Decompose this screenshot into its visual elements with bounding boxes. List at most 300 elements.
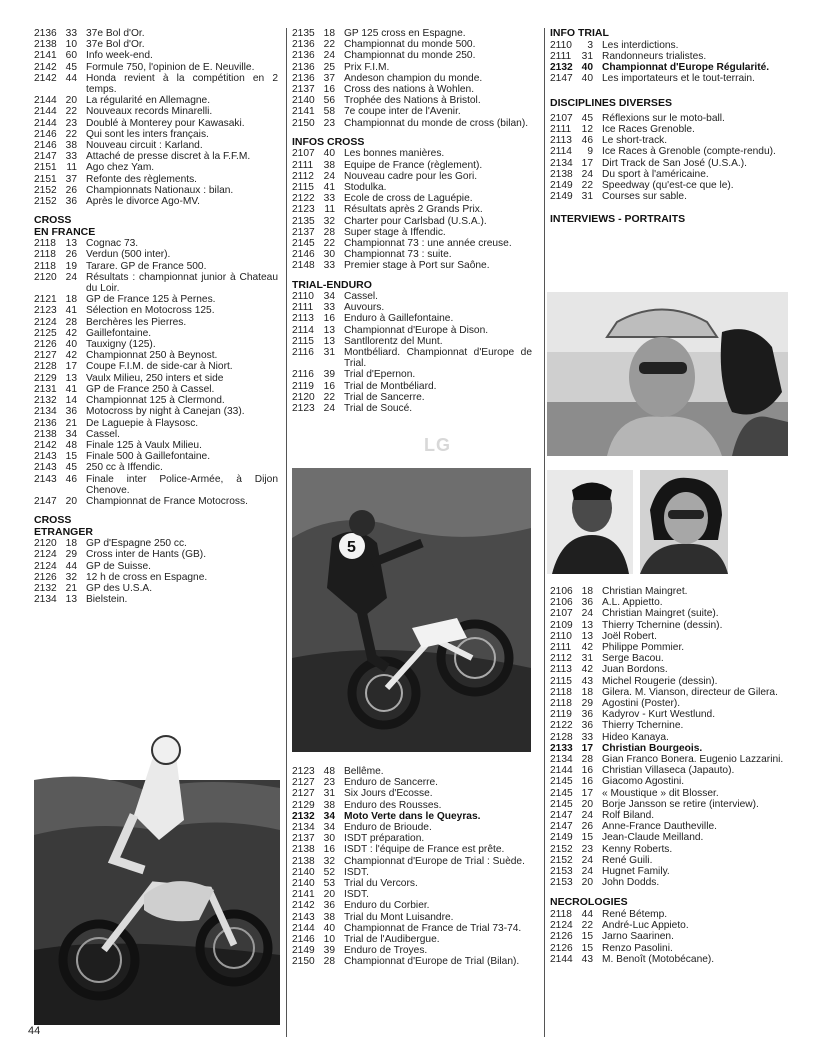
list-item (550, 62, 790, 73)
issue-number: 2136 (34, 417, 57, 429)
list-item (292, 811, 532, 822)
page-ref: 21 (65, 582, 77, 594)
issue-number: 2123 (292, 204, 315, 216)
entry-title: Championnat d'Europe de Trial (Bilan). (344, 956, 520, 968)
page-ref: 48 (65, 439, 77, 451)
page-ref: 16 (581, 776, 593, 788)
issue-number: 2153 (550, 866, 573, 878)
issue-number: 2141 (292, 106, 315, 118)
issue-number: 2143 (34, 462, 57, 474)
list-item (292, 50, 532, 61)
issue-number: 2112 (550, 653, 572, 665)
entry-title: Bielstein. (86, 594, 128, 606)
list-item (34, 62, 278, 73)
section-title-disciplines: DISCIPLINES DIVERSES (550, 97, 672, 110)
entry-title: Formule 750, l'opinion de E. Neuville. (86, 61, 255, 73)
page-ref: 40 (581, 73, 593, 85)
entry-title: Les interdictions. (602, 39, 679, 51)
list-item (292, 912, 532, 923)
entry-title: Enduro à Gaillefontaine. (344, 313, 454, 325)
entry-title: Championnat de France de Trial 73-74. (344, 922, 522, 934)
issue-number: 2152 (34, 184, 57, 196)
entry-title: Enduro des Rousses. (344, 799, 442, 811)
list-item (34, 474, 278, 496)
list-item (34, 373, 278, 384)
entry-title: Kenny Roberts. (602, 843, 673, 855)
list-item (292, 822, 532, 833)
entry-title: Refonte des règlements. (86, 173, 197, 185)
issue-number: 2149 (550, 180, 573, 192)
list-item (292, 833, 532, 844)
list-item (550, 169, 790, 180)
entry-title: Christian Bourgeois. (602, 742, 703, 754)
issue-number: 2144 (550, 765, 573, 777)
page-ref: 25 (323, 61, 335, 73)
list-item (550, 597, 790, 608)
entry-title: De Laguepie à Flaysosc. (86, 417, 199, 429)
page-ref: 22 (323, 391, 335, 403)
entry-title: Finale 500 à Gaillefontaine. (86, 451, 211, 463)
page-ref: 17 (581, 787, 593, 799)
list-item (34, 406, 278, 417)
entry-title: Gian Franco Bonera. Eugenio Lazzarini. (602, 754, 784, 766)
entry-title: Kadyrov - Kurt Westlund. (602, 709, 716, 721)
issue-number: 2145 (292, 237, 315, 249)
issue-number: 2109 (550, 619, 573, 631)
entry-title: Du sport à l'américaine. (602, 168, 709, 180)
list-item (550, 146, 790, 157)
page-ref: 45 (581, 112, 593, 124)
column-rule-2 (544, 28, 545, 1037)
list-item (34, 118, 278, 129)
entry-title: Les importateurs et le tout-terrain. (602, 73, 755, 85)
page-ref: 32 (323, 855, 335, 867)
page-ref: 42 (581, 664, 593, 676)
issue-number: 2120 (34, 538, 57, 550)
issue-number: 2149 (550, 191, 573, 203)
list-item (292, 62, 532, 73)
entry-title: A.L. Appietto. (602, 597, 663, 609)
page-ref: 32 (65, 571, 77, 583)
entry-title: Championnat 73 : suite. (344, 249, 452, 261)
watermark-logo: LG (424, 435, 451, 455)
list-item (550, 180, 790, 191)
entry-title: 37e Bol d'Or. (86, 39, 145, 51)
list-item (34, 572, 278, 583)
list-item (292, 325, 532, 336)
list-item (34, 196, 278, 207)
issue-number: 2114 (550, 146, 572, 158)
entry-title: René Bétemp. (602, 908, 668, 920)
page-ref: 33 (323, 260, 335, 272)
issue-number: 2137 (292, 226, 315, 238)
entry-title: La régularité en Allemagne. (86, 95, 211, 107)
page-ref: 11 (324, 204, 335, 216)
page-ref: 13 (65, 238, 77, 250)
page-ref: 16 (581, 765, 593, 777)
page-ref: 26 (65, 184, 77, 196)
issue-number: 2149 (550, 832, 573, 844)
issue-number: 2106 (550, 597, 573, 609)
issue-number: 2114 (292, 324, 314, 336)
entry-title: Les bonnes manières. (344, 148, 445, 160)
entry-title: Borje Jansson se retire (interview). (602, 798, 759, 810)
list-item (550, 676, 790, 687)
page-ref: 23 (323, 117, 335, 129)
list-item (34, 50, 278, 61)
entry-title: ISDT : l'équipe de France est prête. (344, 844, 505, 856)
list-cross-france (34, 238, 278, 507)
entry-title: Championnat du monde de cross (bilan). (344, 117, 529, 129)
entry-title: Jean-Claude Meilland. (602, 832, 704, 844)
issue-number: 2143 (292, 911, 315, 923)
page-ref: 40 (323, 148, 335, 160)
page-ref: 15 (65, 451, 77, 463)
column-1 (34, 28, 278, 605)
section-title-info-trial: INFO TRIAL (550, 27, 609, 39)
issue-number: 2118 (34, 260, 56, 272)
issue-number: 2135 (292, 215, 315, 227)
page-ref: 13 (323, 324, 335, 336)
issue-number: 2110 (550, 39, 572, 51)
issue-number: 2140 (292, 866, 315, 878)
list-item (550, 931, 790, 942)
list-item (550, 954, 790, 965)
entry-title: Sélection en Motocross 125. (86, 305, 215, 317)
page-ref: 31 (323, 788, 335, 800)
page-ref: 43 (581, 675, 593, 687)
page-ref: 31 (581, 191, 593, 203)
column-2 (292, 28, 532, 414)
entry-title: Motocross by night à Canejan (33). (86, 406, 245, 418)
issue-number: 2129 (292, 799, 315, 811)
issue-number: 2138 (550, 168, 573, 180)
entry-title: Moto Verte dans le Queyras. (344, 810, 481, 822)
entry-title: Vaulx Milieu, 250 inters et side (86, 372, 224, 384)
list-item (292, 777, 532, 788)
page-ref: 31 (581, 50, 593, 62)
page-ref: 38 (323, 911, 335, 923)
page-ref: 38 (65, 140, 77, 152)
section-title-infos-cross: INFOS CROSS (292, 135, 365, 148)
issue-number: 2110 (292, 291, 314, 303)
issue-number: 2138 (34, 428, 57, 440)
page-ref: 36 (323, 900, 335, 912)
page-ref: 34 (65, 428, 77, 440)
list-item (34, 174, 278, 185)
issue-number: 2136 (34, 28, 57, 39)
page-ref: 13 (581, 630, 593, 642)
entry-title: Joël Robert. (602, 630, 657, 642)
entry-title: Résultats : championnat junior à Chateau du Loir. (86, 271, 278, 295)
entry-title: Gilera. M. Vianson, directeur de Gilera. (602, 686, 778, 698)
page-ref: 34 (323, 291, 335, 303)
issue-number: 2118 (550, 698, 572, 710)
page-ref: 40 (323, 922, 335, 934)
entry-title: Christian Villaseca (Japauto). (602, 765, 735, 777)
entry-title: Verdun (500 inter). (86, 249, 171, 261)
list-item (34, 261, 278, 272)
issue-number: 2146 (292, 934, 315, 946)
list-item (550, 586, 790, 597)
entry-title: 7e coupe inter de l'Avenir. (344, 106, 461, 118)
list-item (550, 776, 790, 787)
page-ref: 18 (581, 586, 593, 597)
list-item (292, 106, 532, 117)
entry-title: ISDT préparation. (344, 833, 425, 845)
issue-number: 2144 (34, 106, 57, 118)
page-ref: 58 (323, 106, 335, 118)
entry-title: Christian Maingret (suite). (602, 608, 719, 620)
entry-title: Enduro de Sancerre. (344, 777, 439, 789)
issue-number: 2128 (550, 731, 573, 743)
list-item (34, 440, 278, 451)
issue-number: 2148 (292, 260, 315, 272)
page-ref: 22 (323, 39, 335, 51)
entry-title: Tarare. GP de France 500. (86, 260, 207, 272)
entry-title: Ice Races à Grenoble (compte-rendu). (602, 146, 776, 158)
entry-title: ISDT. (344, 866, 369, 878)
entry-title: GP d'Espagne 250 cc. (86, 538, 187, 550)
list-item (292, 182, 532, 193)
issue-number: 2150 (292, 956, 315, 968)
page-ref: 15 (581, 931, 593, 943)
issue-number: 2126 (34, 339, 57, 351)
page-ref: 36 (65, 406, 77, 418)
entry-title: Thierry Tchernine. (602, 720, 684, 732)
list-item (550, 608, 790, 619)
issue-number: 2131 (34, 383, 57, 395)
list-item (550, 855, 790, 866)
page-ref: 22 (581, 920, 593, 932)
issue-number: 2118 (34, 249, 56, 261)
page-ref: 32 (323, 215, 335, 227)
page-ref: 41 (65, 383, 77, 395)
list-item (34, 185, 278, 196)
list-item (34, 395, 278, 406)
page-ref: 33 (323, 193, 335, 205)
issue-number: 2107 (550, 112, 573, 124)
page-ref: 18 (323, 28, 335, 39)
column-2-lower (292, 766, 532, 968)
list-item (292, 766, 532, 777)
entry-title: Trial du Vercors. (344, 878, 418, 890)
issue-number: 2113 (550, 135, 572, 147)
list-disciplines (550, 113, 790, 203)
entry-title: Enduro de Troyes. (344, 945, 428, 957)
issue-number: 2111 (550, 124, 572, 136)
list-infos-cross (292, 148, 532, 271)
list-item (550, 821, 790, 832)
page-ref: 36 (581, 709, 593, 721)
list-item (550, 754, 790, 765)
list-necrologies (550, 909, 790, 965)
photo-portrait-right (640, 470, 728, 574)
page-ref: 15 (581, 942, 593, 954)
page-ref: 34 (323, 822, 335, 834)
column-rule-1 (286, 28, 287, 1037)
entry-title: Championnat du monde 500. (344, 39, 476, 51)
issue-number: 2106 (550, 586, 573, 597)
issue-number: 2138 (34, 39, 57, 51)
entry-title: Le short-track. (602, 135, 668, 147)
page-ref: 20 (581, 798, 593, 810)
list-item (34, 339, 278, 350)
page-ref: 3 (587, 39, 593, 51)
entry-title: Trial de Soucé. (344, 403, 413, 415)
page-ref: 38 (323, 159, 335, 171)
list-item (550, 135, 790, 146)
page-ref: 23 (581, 843, 593, 855)
entry-title: Cognac 73. (86, 238, 139, 250)
list-item (34, 73, 278, 95)
page-ref: 24 (581, 866, 593, 878)
page-ref: 40 (65, 339, 77, 351)
issue-number: 2143 (34, 451, 57, 463)
list-item (34, 129, 278, 140)
page-ref: 11 (66, 162, 77, 174)
entry-title: Stodulka. (344, 181, 387, 193)
issue-number: 2146 (292, 249, 315, 261)
list-item (550, 698, 790, 709)
entry-title: Andeson champion du monde. (344, 72, 483, 84)
entry-title: Super stage à Iffendic. (344, 226, 446, 238)
list-item (292, 28, 532, 39)
page-ref: 22 (65, 106, 77, 118)
page-ref: 29 (581, 698, 593, 710)
entry-title: Anne-France Dautheville. (602, 821, 717, 833)
list-item (34, 418, 278, 429)
list-item (292, 381, 532, 392)
entry-title: Bellême. (344, 766, 384, 777)
issue-number: 2144 (292, 922, 315, 934)
list-item (550, 920, 790, 931)
issue-number: 2136 (292, 72, 315, 84)
page-ref: 33 (65, 28, 77, 39)
page-ref: 15 (581, 832, 593, 844)
issue-number: 2134 (550, 754, 573, 766)
issue-number: 2138 (292, 844, 315, 856)
issue-number: 2147 (550, 73, 573, 85)
entry-title: John Dodds. (602, 877, 660, 889)
list-item (292, 844, 532, 855)
list-item (34, 28, 278, 39)
list-item (292, 347, 532, 369)
issue-number: 2124 (34, 560, 57, 572)
list-item (550, 799, 790, 810)
page-ref: 42 (581, 642, 593, 654)
issue-number: 2111 (292, 159, 314, 171)
section-title-cross-france: CROSS (34, 214, 72, 227)
entry-title: Cross des nations à Wohlen. (344, 84, 475, 96)
list-item (550, 877, 790, 888)
issue-number: 2123 (292, 403, 315, 415)
issue-number: 2119 (292, 380, 314, 392)
list-item (550, 40, 790, 51)
page-ref: 46 (65, 473, 77, 485)
list-item (292, 313, 532, 324)
page-ref: 52 (323, 866, 335, 878)
issue-number: 2144 (34, 117, 57, 129)
page-ref: 23 (65, 117, 77, 129)
issue-number: 2115 (550, 675, 572, 687)
photo-motocross-jump (34, 720, 280, 1025)
list-item (292, 800, 532, 811)
list-item (292, 227, 532, 238)
issue-number: 2124 (34, 316, 57, 328)
page-ref: 17 (581, 157, 593, 169)
entry-title: Cassel. (344, 291, 378, 303)
entry-title: Auvours. (344, 302, 385, 314)
page-ref: 39 (323, 945, 335, 957)
entry-title: Michel Rougerie (dessin). (602, 675, 718, 687)
page-ref: 16 (323, 380, 335, 392)
entry-title: Berchères les Pierres. (86, 316, 187, 328)
list-item (292, 171, 532, 182)
entry-title: Hideo Kanaya. (602, 731, 669, 743)
page-ref: 45 (65, 462, 77, 474)
issue-number: 2149 (292, 945, 315, 957)
issue-number: 2142 (34, 72, 57, 84)
list-item (550, 832, 790, 843)
entry-title: Trial de Montbéliard. (344, 380, 437, 392)
page-ref: 41 (65, 305, 77, 317)
page-ref: 24 (323, 50, 335, 62)
issue-number: 2125 (34, 327, 57, 339)
list-intro-1 (34, 28, 278, 207)
entry-title: GP 125 cross en Espagne. (344, 28, 466, 39)
list-item (292, 302, 532, 313)
entry-title: Trophée des Nations à Bristol. (344, 95, 481, 107)
issue-number: 2144 (34, 95, 57, 107)
list-item (550, 113, 790, 124)
entry-title: Ecole de cross de Laguépie. (344, 193, 473, 205)
entry-title: Championnat d'Europe de Trial : Suède. (344, 855, 525, 867)
entry-title: Equipe de France (règlement). (344, 159, 483, 171)
list-item (34, 140, 278, 151)
issue-number: 2127 (34, 350, 57, 362)
list-item (292, 39, 532, 50)
entry-title: Attaché de presse discret à la F.F.M. (86, 151, 251, 163)
issue-number: 2126 (550, 942, 573, 954)
entry-title: Montbéliard. Championnat d'Europe de Trial. (344, 347, 532, 370)
page-ref: 36 (65, 196, 77, 208)
list-item (34, 151, 278, 162)
page-ref: 45 (65, 61, 77, 73)
entry-title: Nouveaux records Minarelli. (86, 106, 213, 118)
list-intro-2 (292, 28, 532, 129)
list-item (34, 549, 278, 560)
svg-text:5: 5 (347, 539, 356, 556)
page-ref: 20 (323, 889, 335, 901)
page-ref: 44 (581, 908, 593, 920)
issue-number: 2147 (550, 821, 573, 833)
section-title-cross-etranger: CROSS (34, 514, 72, 527)
entry-title: Prix F.I.M. (344, 61, 390, 73)
entry-title: Six Jours d'Ecosse. (344, 788, 433, 800)
issue-number: 2145 (550, 798, 573, 810)
page-ref: 17 (65, 361, 77, 373)
entry-title: Championnat d'Europe à Dison. (344, 324, 489, 336)
issue-number: 2113 (292, 313, 314, 325)
issue-number: 2147 (34, 151, 57, 163)
entry-title: « Moustique » dit Blosser. (602, 787, 719, 799)
list-item (34, 583, 278, 594)
issue-number: 2135 (292, 28, 315, 39)
entry-title: Giacomo Agostini. (602, 776, 685, 788)
entry-title: Ice Races Grenoble. (602, 124, 695, 136)
issue-number: 2145 (550, 787, 573, 799)
